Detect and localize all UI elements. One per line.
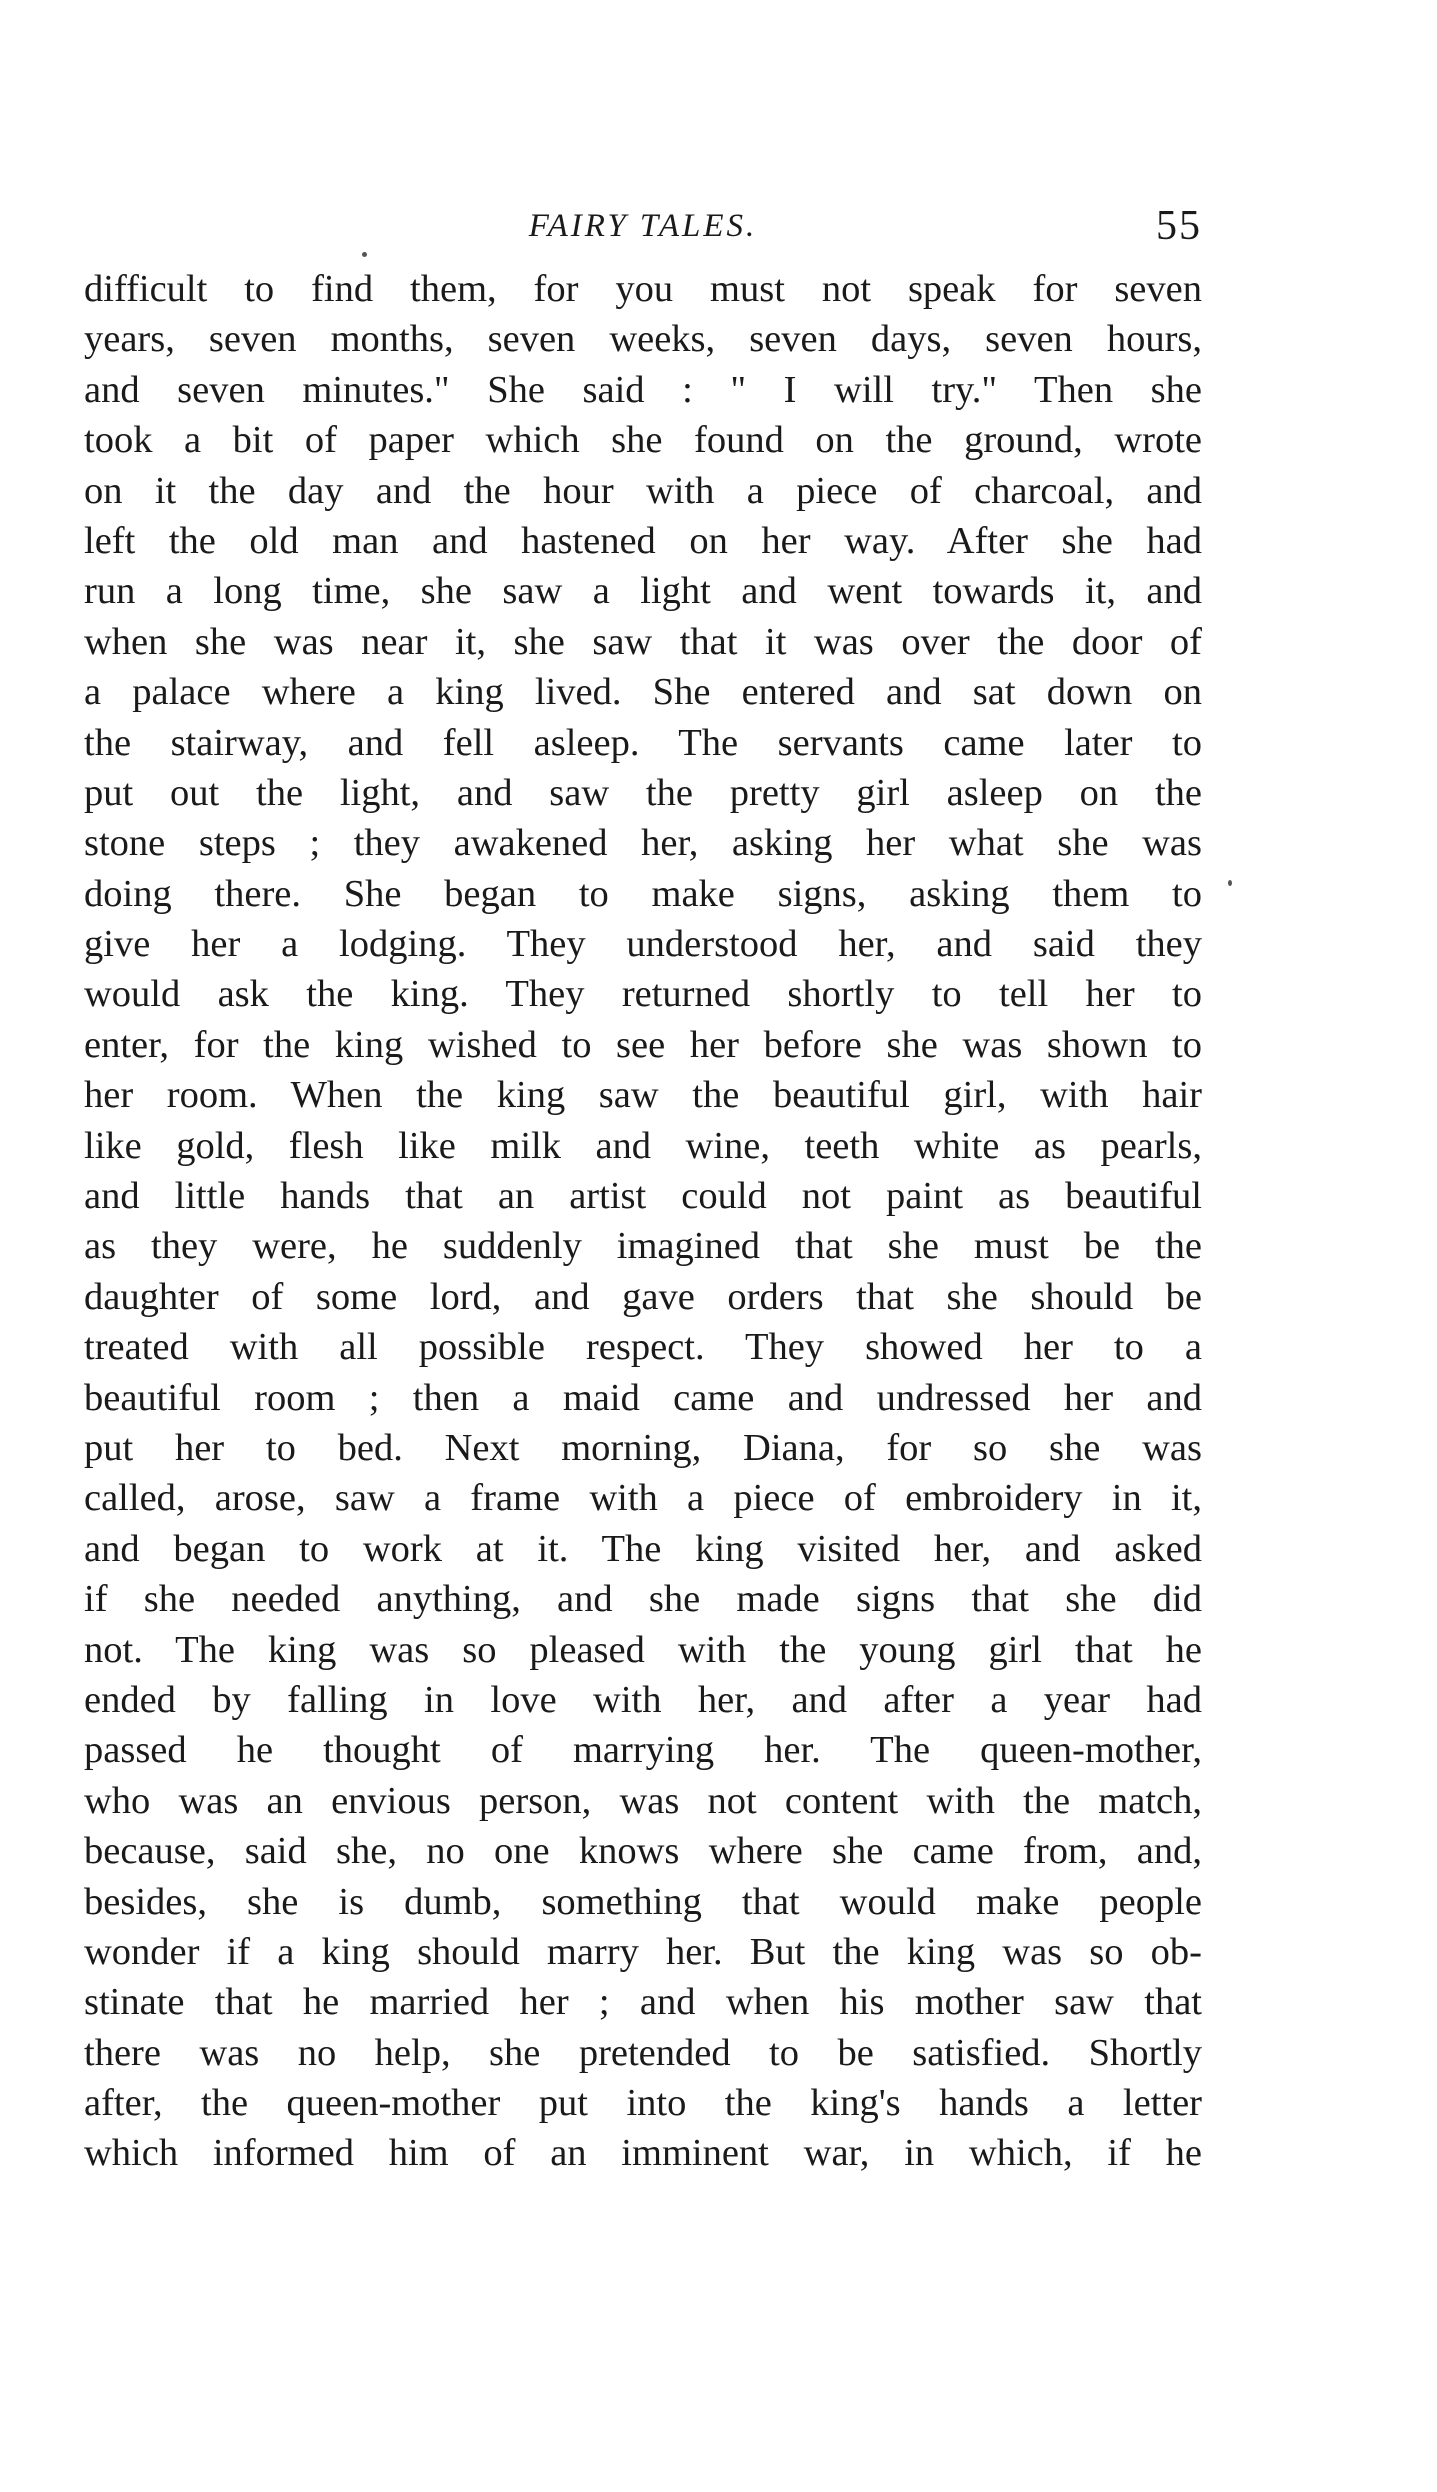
running-head <box>84 196 1202 256</box>
text-line: passed he thought of marrying her. The queen-mother, <box>84 1729 1202 1772</box>
text-line: and little hands that an artist could not paint as beautiful <box>84 1175 1202 1218</box>
text-line: run a long time, she saw a light and went towards it, and <box>84 570 1202 613</box>
running-title: FAIRY TALES. <box>528 208 758 244</box>
text-line: if she needed anything, and she made signs that she did <box>84 1578 1202 1621</box>
text-line: took a bit of paper which she found on the ground, wrote <box>84 419 1202 462</box>
text-line: which informed him of an imminent war, in which, if he <box>84 2132 1202 2175</box>
text-line: who was an envious person, was not content with the match, <box>84 1779 1202 1822</box>
text-line: would ask the king. They returned shortly to tell her to <box>84 973 1202 1016</box>
page-number: 55 <box>1156 203 1202 249</box>
text-line: a palace where a king lived. She entered and sat down on <box>84 671 1202 714</box>
text-line: treated with all possible respect. They showed her to a <box>84 1326 1202 1369</box>
text-line: difficult to find them, for you must not speak for seven <box>84 268 1202 310</box>
text-line: when she was near it, she saw that it was over the door of <box>84 620 1202 663</box>
text-line: put her to bed. Next morning, Diana, for so she was <box>84 1426 1202 1469</box>
text-line: give her a lodging. They understood her, and said they <box>84 923 1202 966</box>
text-line: ended by falling in love with her, and after a year had <box>84 1678 1202 1721</box>
text-line: after, the queen-mother put into the king's hands a letter <box>84 2082 1202 2125</box>
text-line: as they were, he suddenly imagined that she must be the <box>84 1225 1202 1268</box>
text-line: years, seven months, seven weeks, seven days, seven hours, <box>84 318 1202 361</box>
text-line: called, arose, saw a frame with a piece of embroidery in it, <box>84 1477 1202 1520</box>
text-line: put out the light, and saw the pretty girl asleep on the <box>84 771 1202 814</box>
body-text <box>84 264 1202 2179</box>
text-line: wonder if a king should marry her. But the king was so ob- <box>84 1930 1202 1973</box>
text-line: besides, she is dumb, something that would make people <box>84 1880 1202 1923</box>
text-line: doing there. She began to make signs, asking them to <box>84 872 1202 915</box>
text-line: like gold, flesh like milk and wine, teeth white as pearls, <box>84 1124 1202 1167</box>
text-line: there was no help, she pretended to be satisfied. Shortly <box>84 2031 1202 2074</box>
text-line: her room. When the king saw the beautiful girl, with hair <box>84 1074 1202 1117</box>
text-line: stone steps ; they awakened her, asking her what she was <box>84 822 1202 865</box>
ink-speck <box>362 252 367 257</box>
text-line: on it the day and the hour with a piece of charcoal, and <box>84 469 1202 512</box>
text-line: enter, for the king wished to see her before she was shown to <box>84 1023 1202 1066</box>
text-line: because, said she, no one knows where she came from, and, <box>84 1830 1202 1873</box>
text-line: and began to work at it. The king visited her, and asked <box>84 1527 1202 1570</box>
text-line: not. The king was so pleased with the young girl that he <box>84 1628 1202 1671</box>
text-line: beautiful room ; then a maid came and undressed her and <box>84 1376 1202 1419</box>
ink-speck <box>1228 880 1232 886</box>
text-line: and seven minutes." She said : " I will try." Then she <box>84 368 1202 411</box>
text-line: left the old man and hastened on her way. After she had <box>84 519 1202 562</box>
text-line: daughter of some lord, and gave orders that she should be <box>84 1275 1202 1318</box>
text-line: stinate that he married her ; and when his mother saw that <box>84 1981 1202 2024</box>
text-line: the stairway, and fell asleep. The servants came later to <box>84 721 1202 764</box>
